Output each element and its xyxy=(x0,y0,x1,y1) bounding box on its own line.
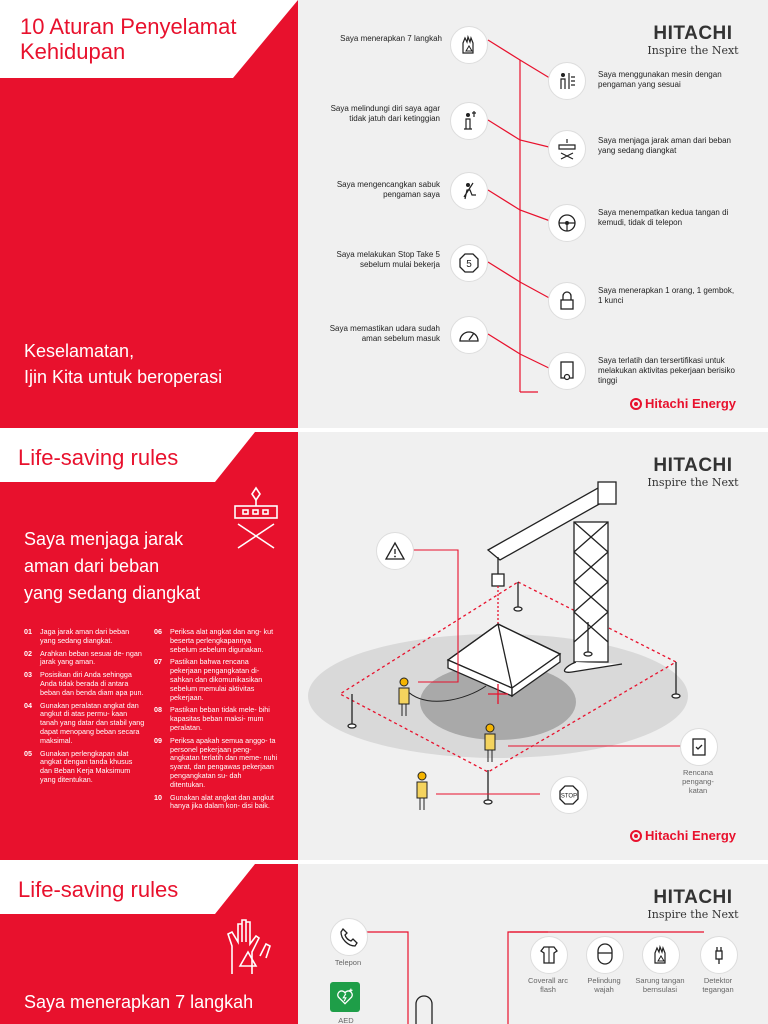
step-text: Gunakan peralatan angkat dan angkut di atas permu- kaan tanah yang datar dan stabil yang dapat menopang beban secara maksimal. xyxy=(40,700,145,745)
step-item xyxy=(154,658,278,702)
hitachi-logo xyxy=(638,24,748,57)
subtitle-line-2: aman dari beban xyxy=(24,556,160,576)
voltage-detector-icon xyxy=(700,936,738,974)
step-item xyxy=(154,628,278,654)
subtitle-line-3: yang sedang diangkat xyxy=(24,583,201,603)
step-item xyxy=(154,794,278,812)
step-text: Pastikan bahwa rencana pekerjaan pengangkatan di- sahkan dan dikomunikasikan sebelum memulai aktivitas pekerjaan. xyxy=(170,657,263,702)
step-text: Arahkan beban sesuai de- ngan jarak yang aman. xyxy=(40,648,142,667)
step-number: 08 xyxy=(154,705,162,715)
rule-text-lock: Saya menerapkan 1 orang, 1 gembok, 1 kunci xyxy=(598,286,735,305)
step-text: Periksa apakah semua anggo- ta personel pekerjaan peng- angkatan terlatih dan meme- nuhi syarat, dan pengawas pekerjaan pengangkatan su- dah ditentukan. xyxy=(170,735,278,789)
stop-sign-icon xyxy=(550,776,588,814)
step-number: 06 xyxy=(154,627,162,636)
hitachi-tagline: Inspire the Next xyxy=(647,476,739,489)
coverall-icon xyxy=(530,936,568,974)
hitachi-brand: HITACHI xyxy=(653,455,733,476)
rule-text-7-steps: Saya menerapkan 7 langkah xyxy=(340,34,442,43)
step-text: Periksa alat angkat dan ang- kut beserta perlengkapannya sebelum sebelum digunakan. xyxy=(170,627,274,654)
suspended-load-icon xyxy=(548,130,586,168)
page-title: 10 Aturan Penyelamat Kehidupan xyxy=(20,14,237,64)
step-item xyxy=(24,671,146,697)
step-text: Posisikan diri Anda sehingga Anda tidak berada di antara beban dan benda diam apa pun. xyxy=(40,670,144,697)
step-number: 03 xyxy=(24,670,32,680)
rule-text-fall: Saya melindungi diri saya agar tidak jatuh dari ketinggian xyxy=(330,104,440,123)
hitachi-brand: HITACHI xyxy=(653,887,733,908)
insulated-gloves-label: Sarung tangan bernsulasi xyxy=(635,976,685,994)
rule-text-stop-take-5: Saya melakukan Stop Take 5 sebelum mulai bekerja xyxy=(336,250,440,269)
panel-seven-steps xyxy=(0,864,768,1024)
stop-take-5-number: 5 xyxy=(466,259,472,270)
lifting-plan-label: Rencana pengang- katan xyxy=(682,768,714,795)
fall-protection-icon xyxy=(450,102,488,140)
panel-subtitle: Saya menerapkan 7 langkah xyxy=(24,992,254,1012)
gloves-icon xyxy=(224,916,280,976)
step-number: 09 xyxy=(154,735,162,745)
step-text: Gunakan perlengkapan alat angkat dengan tanda khusus dan Beban Kerja Maksimum yang ditentukan. xyxy=(40,748,133,784)
rule-text-air: Saya memastikan udara sudah aman sebelum masuk xyxy=(329,324,440,343)
hitachi-tagline: Inspire the Next xyxy=(647,908,739,921)
step-number: 07 xyxy=(154,657,162,667)
subtitle-line-1: Saya menjaga jarak xyxy=(24,529,184,549)
panel-ten-rules xyxy=(0,0,768,428)
machine-guard-icon xyxy=(548,62,586,100)
step-number: 05 xyxy=(24,748,32,758)
rule-text-load: Saya menjaga jarak aman dari beban yang sedang diangkat xyxy=(598,136,731,155)
hitachi-tagline: Inspire the Next xyxy=(647,44,739,57)
face-shield-label: Pelindung wajah xyxy=(587,976,621,994)
aed-label: AED xyxy=(338,1016,354,1024)
step-text: Pastikan beban tidak mele- bihi kapasitas beban maksi- mum peralatan. xyxy=(170,705,270,732)
rule-text-seatbelt: Saya mengencangkan sabuk pengaman saya xyxy=(336,180,440,199)
panel-suspended-load xyxy=(0,432,768,860)
steering-wheel-icon xyxy=(548,204,586,242)
stop-sign-text: STOP xyxy=(560,793,578,800)
step-text: Jaga jarak aman dari beban yang sedang diangkat. xyxy=(40,627,130,645)
hitachi-energy-text: Hitachi Energy xyxy=(645,828,737,843)
rule-text-machine: Saya menggunakan mesin dengan pengaman yang sesuai xyxy=(598,70,722,89)
hitachi-energy-text: Hitachi Energy xyxy=(645,396,737,411)
step-number: 04 xyxy=(24,700,32,710)
step-number: 10 xyxy=(154,792,162,802)
warning-icon xyxy=(376,532,414,570)
step-item xyxy=(24,750,146,785)
panel-header: Life-saving rules xyxy=(18,445,179,470)
step-item xyxy=(154,737,278,790)
rule-text-certified: Saya terlatih dan tersertifikasi untuk melakukan aktivitas pekerjaan berisiko tinggi xyxy=(598,356,735,385)
certificate-icon xyxy=(548,352,586,390)
steps-column-right xyxy=(154,628,278,815)
stop-take-5-icon xyxy=(450,244,488,282)
hitachi-brand: HITACHI xyxy=(653,23,733,44)
hitachi-logo xyxy=(638,456,748,489)
hitachi-energy-logo xyxy=(630,396,736,411)
lifting-plan-icon xyxy=(680,728,718,766)
crane-illustration xyxy=(298,432,768,860)
seatbelt-icon xyxy=(450,172,488,210)
tagline xyxy=(24,338,222,390)
panel-header: Life-saving rules xyxy=(18,877,179,902)
padlock-icon xyxy=(548,282,586,320)
step-number: 01 xyxy=(24,627,32,636)
steps-column-left xyxy=(24,628,146,789)
gauge-icon xyxy=(450,316,488,354)
step-item xyxy=(24,702,146,746)
rule-text-steering: Saya menempatkan kedua tangan di kemudi, tidak di telepon xyxy=(598,208,729,227)
worker-figure xyxy=(417,772,427,810)
step-text: Gunakan alat angkat dan angkut hanya jika dalam kon- disi baik. xyxy=(170,792,274,811)
tagline-line-1: Keselamatan, xyxy=(24,341,135,361)
phone-label: Telepon xyxy=(334,958,362,967)
step-item xyxy=(24,650,146,668)
hitachi-logo xyxy=(638,888,748,921)
hitachi-energy-mark-icon xyxy=(630,830,642,842)
panel-subtitle xyxy=(24,526,200,607)
voltage-detector-label: Detektor tegangan xyxy=(702,976,734,994)
suspended-load-icon xyxy=(232,486,280,552)
hitachi-energy-mark-icon xyxy=(630,398,642,410)
face-shield-icon xyxy=(586,936,624,974)
phone-icon xyxy=(330,918,368,956)
gloves-icon xyxy=(450,26,488,64)
coverall-label: Coverall arc flash xyxy=(527,976,568,994)
aed-icon xyxy=(330,982,360,1012)
hitachi-energy-logo xyxy=(630,828,736,843)
step-item xyxy=(154,706,278,732)
tagline-line-2: Ijin Kita untuk beroperasi xyxy=(24,367,223,387)
step-item xyxy=(24,628,146,646)
step-number: 02 xyxy=(24,648,32,658)
insulated-gloves-icon xyxy=(642,936,680,974)
